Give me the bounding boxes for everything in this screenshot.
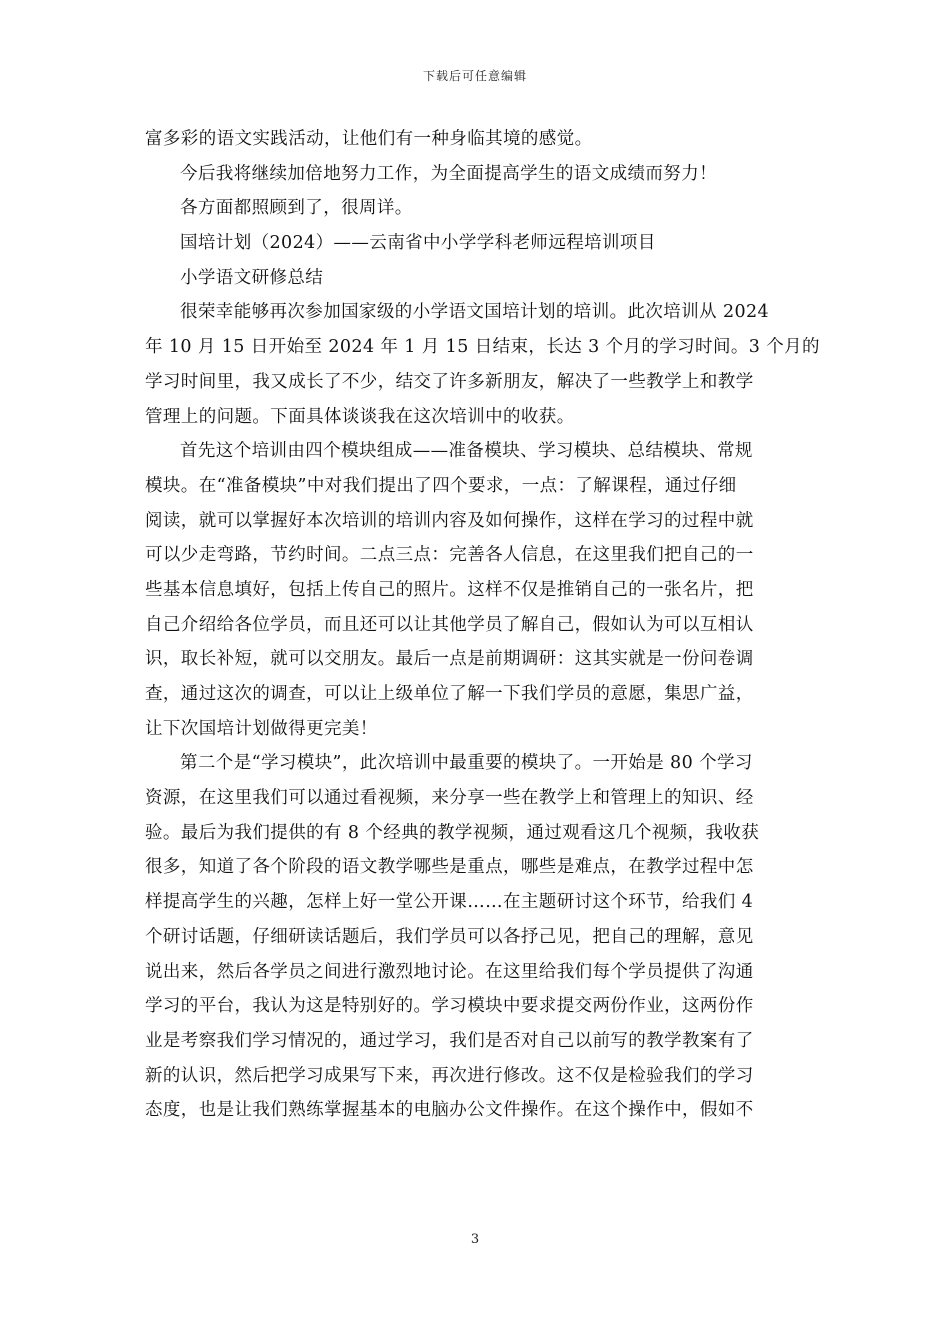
page-header: 下载后可任意编辑 — [422, 69, 527, 83]
text-line: 今后我将继续加倍地努力工作，为全面提高学生的语文成绩而努力！ — [180, 163, 717, 184]
section-subtitle: 小学语文研修总结 — [180, 267, 324, 288]
text-line: 查，通过这次的调查，可以让上级单位了解一下我们学员的意愿，集思广益， — [145, 684, 754, 704]
text-line: 识，取长补短，就可以交朋友。最后一点是前期调研：这其实就是一份问卷调 — [145, 649, 754, 670]
text-line: 第二个是“学习模块”，此次培训中最重要的模块了。一开始是 80 个学习 — [180, 753, 753, 774]
text-line: 富多彩的语文实践活动，让他们有一种身临其境的感觉。 — [145, 129, 593, 149]
text-line: 些基本信息填好，包括上传自己的照片。这样不仅是推销自己的一张名片，把 — [145, 579, 754, 600]
page-number: 3 — [470, 1232, 480, 1247]
text-line: 新的认识，然后把学习成果写下来，再次进行修改。这不仅是检验我们的学习 — [145, 1065, 754, 1086]
text-line: 阅读，就可以掌握好本次培训的培训内容及如何操作，这样在学习的过程中就 — [145, 510, 754, 531]
text-line: 很荣幸能够再次参加国家级的小学语文国培计划的培训。此次培训从 2024 — [180, 302, 770, 323]
text-line: 自己介绍给各位学员，而且还可以让其他学员了解自己，假如认为可以互相认 — [145, 614, 754, 635]
text-line: 态度，也是让我们熟练掌握基本的电脑办公文件操作。在这个操作中，假如不 — [145, 1100, 754, 1121]
text-line: 资源，在这里我们可以通过看视频，来分享一些在教学上和管理上的知识、经 — [145, 788, 754, 809]
text-line: 模块。在“准备模块”中对我们提出了四个要求，一点：了解课程，通过仔细 — [145, 475, 737, 496]
text-line: 年 10 月 15 日开始至 2024 年 1 月 15 日结束，长达 3 个月的学习时间。3 个月的 — [145, 337, 820, 358]
text-line: 业是考察我们学习情况的，通过学习，我们是否对自己以前写的教学教案有了 — [145, 1030, 754, 1051]
text-line: 让下次国培计划做得更完美！ — [145, 718, 378, 739]
section-title: 国培计划（2024）——云南省中小学学科老师远程培训项目 — [180, 233, 656, 254]
text-line: 各方面都照顾到了，很周详。 — [180, 198, 413, 219]
text-line: 可以少走弯路，节约时间。二点三点：完善各人信息，在这里我们把自己的一 — [145, 545, 754, 566]
text-line: 学习的平台，我认为这是特别好的。学习模块中要求提交两份作业，这两份作 — [145, 996, 754, 1017]
text-line: 说出来，然后各学员之间进行激烈地讨论。在这里给我们每个学员提供了沟通 — [145, 961, 754, 982]
document-body — [145, 122, 820, 1128]
text-line: 学习时间里，我又成长了不少，结交了许多新朋友，解决了一些教学上和教学 — [145, 371, 754, 392]
text-line: 管理上的问题。下面具体谈谈我在这次培训中的收获。 — [145, 406, 575, 427]
text-line: 个研讨话题，仔细研读话题后，我们学员可以各抒己见，把自己的理解，意见 — [145, 926, 754, 947]
text-line: 验。最后为我们提供的有 8 个经典的教学视频，通过观看这几个视频，我收获 — [145, 822, 760, 843]
text-line: 样提高学生的兴趣，怎样上好一堂公开课……在主题研讨这个环节，给我们 4 — [145, 892, 754, 913]
text-line: 首先这个培训由四个模块组成——准备模块、学习模块、总结模块、常规 — [180, 441, 753, 462]
text-line: 很多，知道了各个阶段的语文教学哪些是重点，哪些是难点，在教学过程中怎 — [145, 857, 754, 878]
